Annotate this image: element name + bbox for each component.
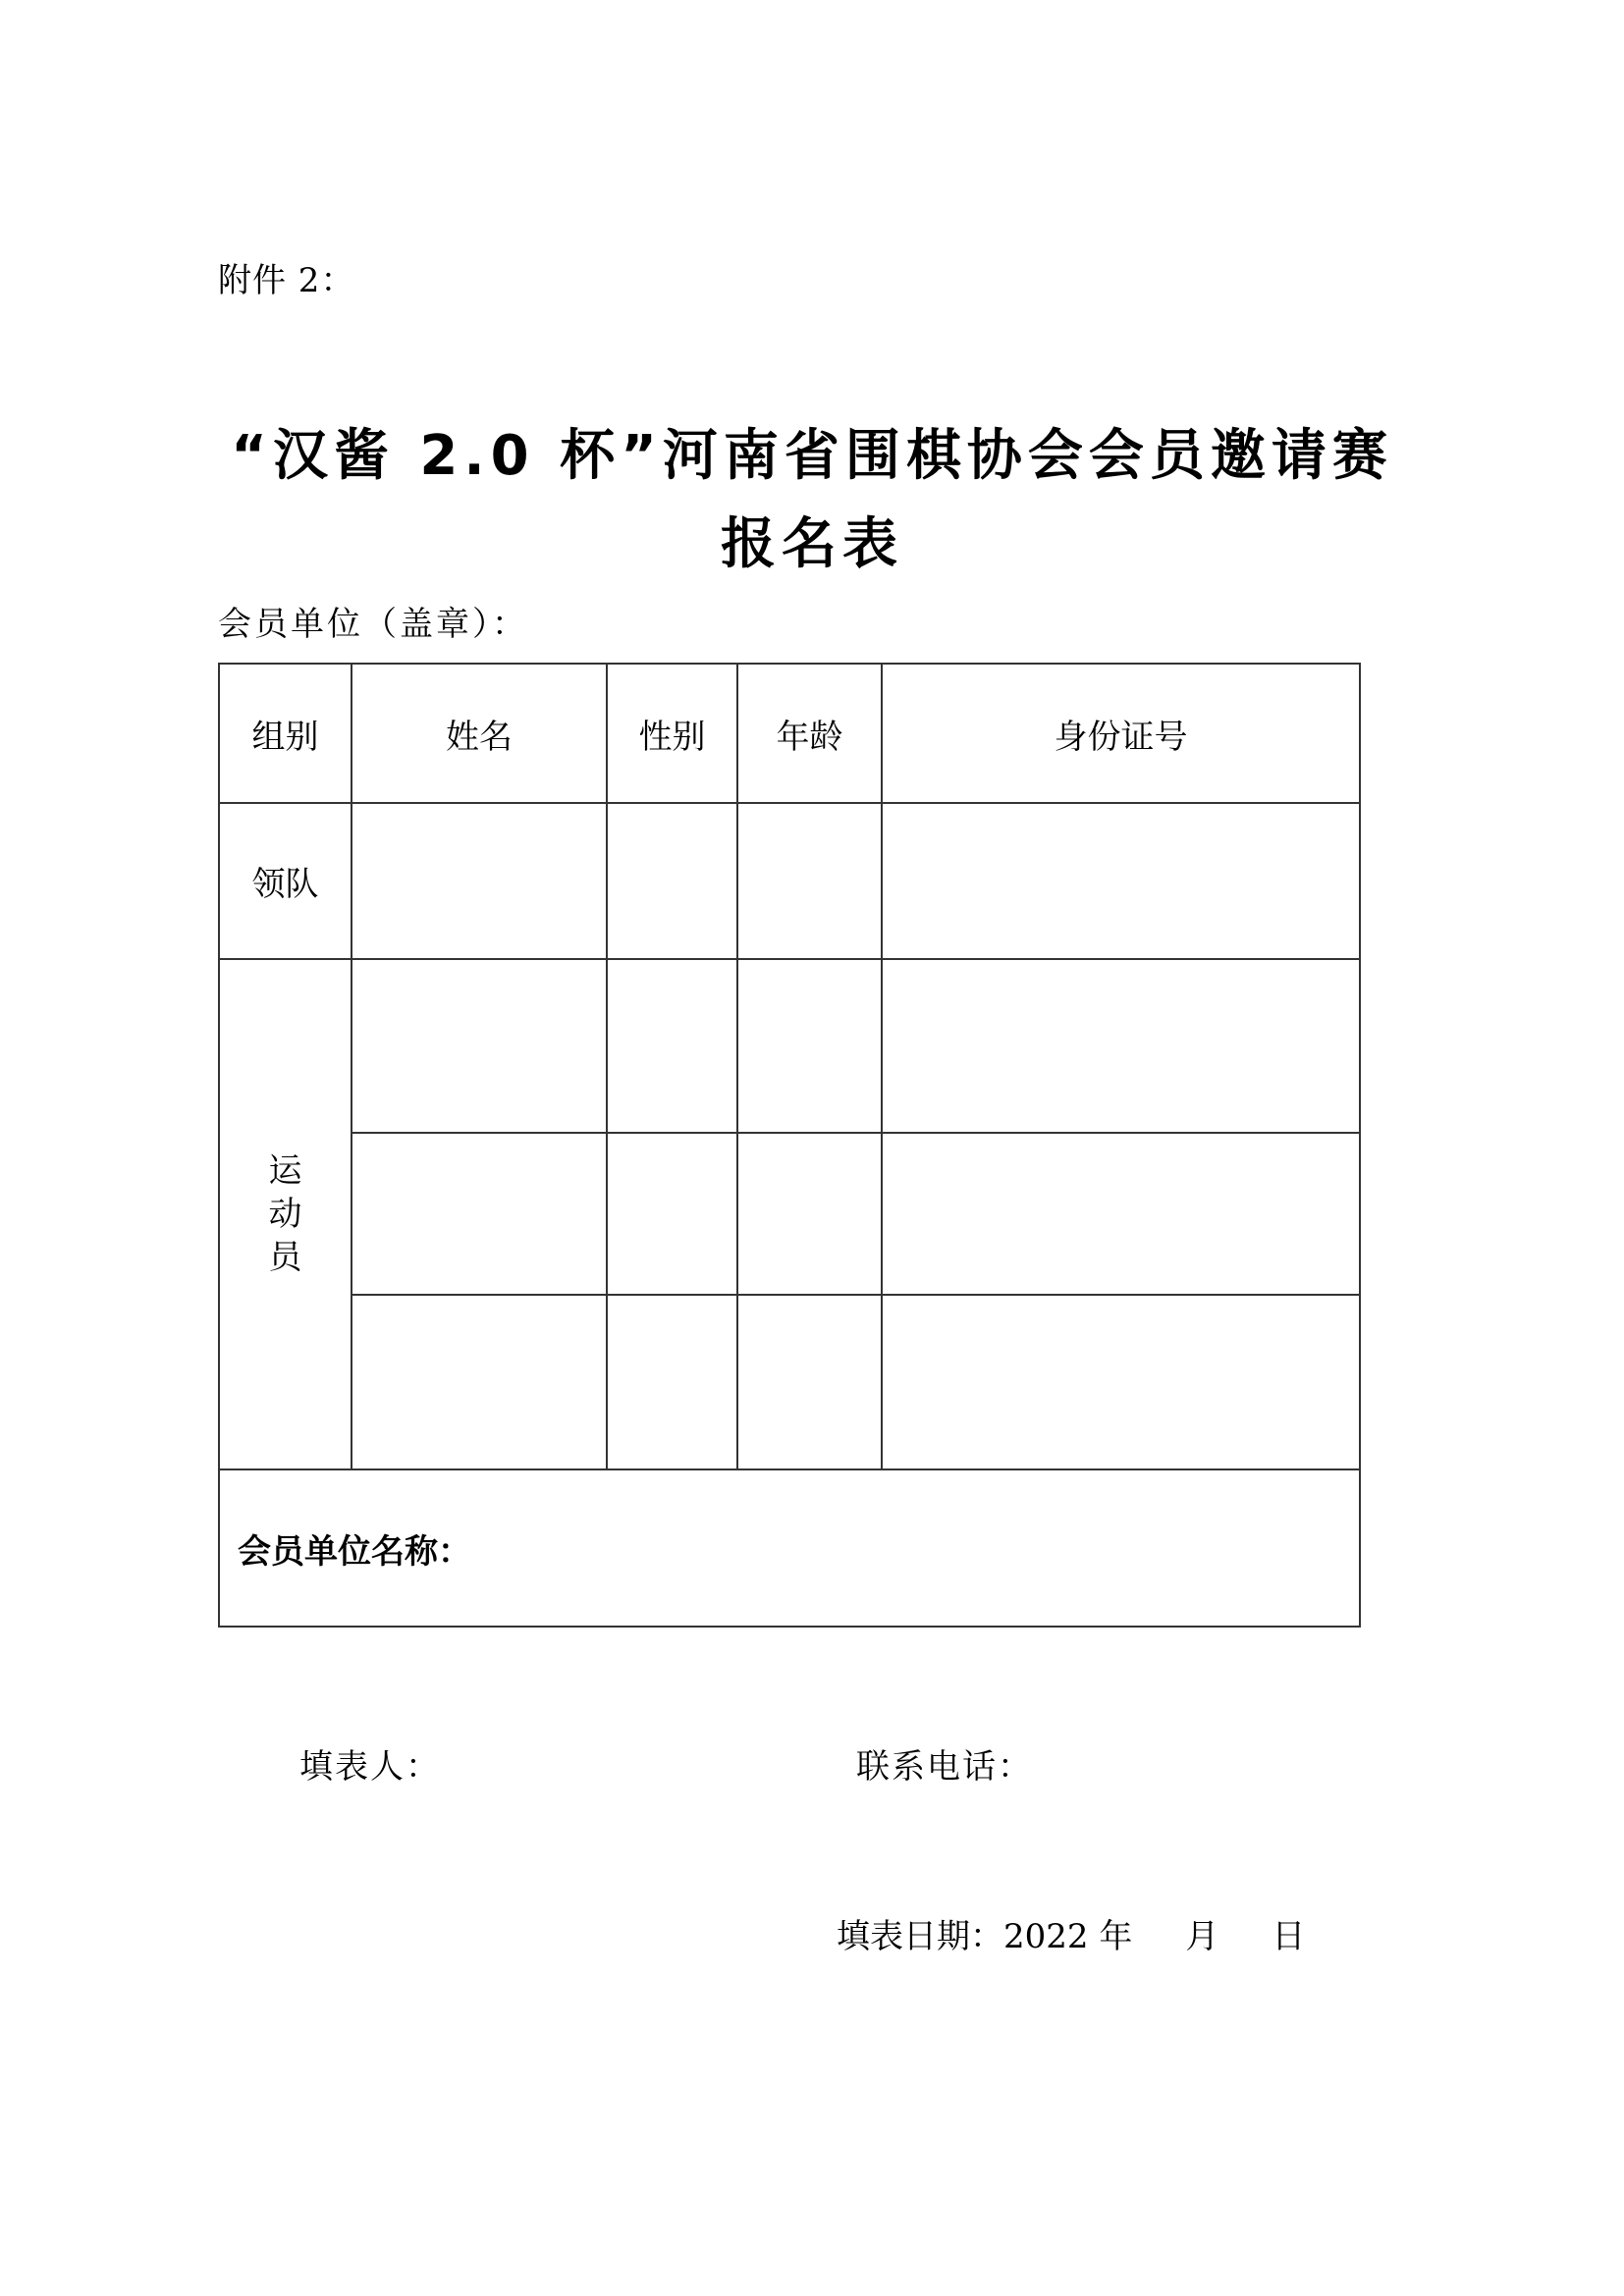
filler-label: 填表人：: [299, 1747, 441, 1787]
unit-name-row: [219, 1469, 1360, 1627]
athlete-age-cell[interactable]: [737, 1295, 882, 1469]
attachment-label: 附件 2：: [218, 261, 355, 300]
athlete-gender-cell[interactable]: [607, 1133, 737, 1295]
athlete-id-cell[interactable]: [882, 959, 1360, 1133]
athlete-gender-cell[interactable]: [607, 1295, 737, 1469]
phone-label: 联系电话：: [856, 1747, 1033, 1787]
leader-gender-cell[interactable]: [607, 803, 737, 959]
header-name: 姓名: [352, 664, 607, 803]
unit-name-label: 会员单位名称：: [238, 1531, 471, 1572]
registration-table: [218, 663, 1361, 1628]
header-id-number: 身份证号: [882, 664, 1360, 803]
athlete-row: [219, 959, 1360, 1133]
athlete-name-cell[interactable]: [352, 1133, 607, 1295]
athlete-age-cell[interactable]: [737, 959, 882, 1133]
unit-name-cell[interactable]: [219, 1469, 1360, 1627]
athlete-gender-cell[interactable]: [607, 959, 737, 1133]
header-gender: 性别: [607, 664, 737, 803]
leader-name-cell[interactable]: [352, 803, 607, 959]
athlete-group-label: 运动员: [268, 1151, 302, 1277]
athlete-name-cell[interactable]: [352, 959, 607, 1133]
athlete-row: [219, 1133, 1360, 1295]
leader-age-cell[interactable]: [737, 803, 882, 959]
header-row: [219, 664, 1360, 803]
fill-date-label: 填表日期：2022 年 月 日: [837, 1917, 1306, 1956]
header-group: 组别: [219, 664, 352, 803]
header-age: 年龄: [737, 664, 882, 803]
athlete-group-cell: [219, 959, 352, 1469]
athlete-row: [219, 1295, 1360, 1469]
athlete-id-cell[interactable]: [882, 1295, 1360, 1469]
leader-id-cell[interactable]: [882, 803, 1360, 959]
form-subtitle: 报名表: [721, 512, 903, 576]
athlete-name-cell[interactable]: [352, 1295, 607, 1469]
leader-group-label: 领队: [219, 803, 352, 959]
member-unit-stamp-label: 会员单位（盖章）：: [218, 605, 528, 644]
leader-row: [219, 803, 1360, 959]
athlete-age-cell[interactable]: [737, 1133, 882, 1295]
athlete-id-cell[interactable]: [882, 1133, 1360, 1295]
form-title: “汉酱 2.0 杯”河南省围棋协会会员邀请赛: [231, 424, 1393, 488]
